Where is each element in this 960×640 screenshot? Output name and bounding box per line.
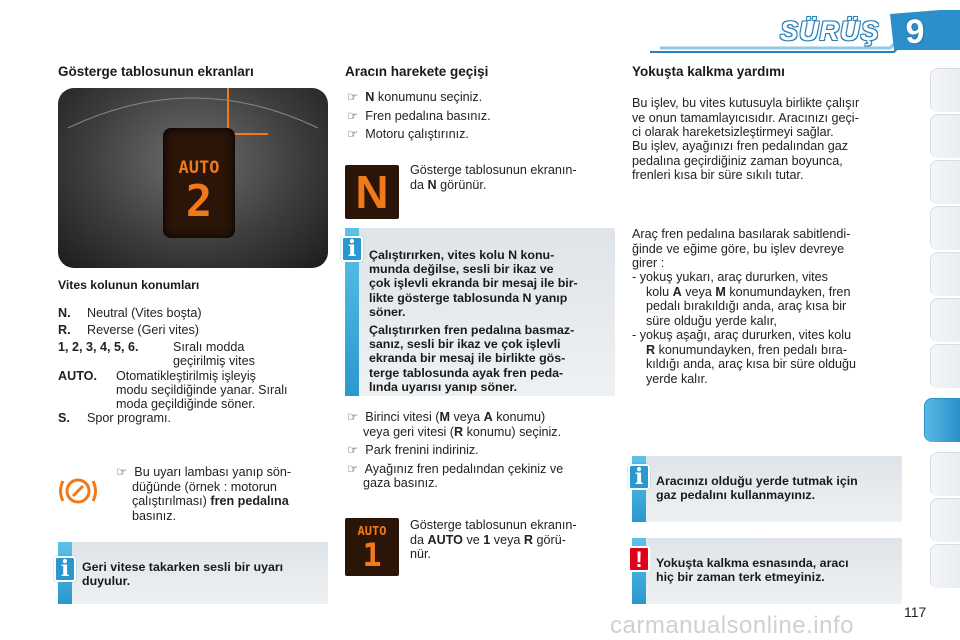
gauge-display xyxy=(163,128,235,238)
info-box-accelerator: i Aracınızı olduğu yerde tutmak için gaz pedalını kullanmayınız. xyxy=(632,456,902,522)
gear-positions-subtitle: Vites kolunun konumları xyxy=(58,278,200,292)
watermark: carmanualsonline.info xyxy=(610,612,854,639)
side-tab[interactable] xyxy=(930,68,960,112)
start-steps-list: ☞ N konumunu seçiniz. ☞ Fren pedalına basınız. ☞ Motoru çalıştırınız. xyxy=(347,90,491,141)
side-tab[interactable] xyxy=(930,452,960,496)
info-icon: i xyxy=(628,464,650,490)
bullet-icon: ☞ xyxy=(347,90,359,104)
display-n-image: N xyxy=(345,165,399,219)
bullet-icon: ☞ xyxy=(347,410,359,424)
bullet-icon: ☞ xyxy=(347,108,359,123)
info-box-starting-warnings: i Çalıştırırken, vites kolu N konu- munda değilse, sesli bir ikaz ve çok işlevli ekranda bir mesaj ile bir- likte gösterge tablosunda N yanıp söner. Çalıştırırken fren pedalına basmaz- sanız, sesli bir ikaz ve çok işlevli ekranda bir mesaj ile birlikte gös- terge tablosunda ayak fren peda- lında uyarısı yanıp söner. xyxy=(345,228,615,396)
n-display-caption: Gösterge tablosunun ekranın- da N görünür. xyxy=(410,163,577,192)
bullet-icon: ☞ xyxy=(347,461,359,476)
bullet-icon: ☞ xyxy=(347,443,359,457)
section-title-dashboard-displays: Gösterge tablosunun ekranları xyxy=(58,64,254,79)
hill-assist-bullet-uphill: - yokuş yukarı, araç dururken, vites kolu A veya M konumundayken, fren pedalı bırakıldığı anda, araç kısa bir süre olduğu yerde kalır, xyxy=(632,270,851,328)
side-tab[interactable] xyxy=(930,160,960,204)
side-tab[interactable] xyxy=(930,298,960,342)
bullet-icon: ☞ xyxy=(347,127,359,141)
info-icon: i xyxy=(54,556,76,582)
chapter-title: SÜRÜŞ xyxy=(780,16,880,46)
side-tab-active[interactable] xyxy=(924,398,960,442)
chapter-number: 9 xyxy=(905,13,925,51)
side-tab[interactable] xyxy=(930,206,960,250)
side-tab[interactable] xyxy=(930,498,960,542)
section-title-starting-off: Aracın harekete geçişi xyxy=(345,64,489,79)
side-tab[interactable] xyxy=(930,344,960,388)
list-item: 1, 2, 3, 4, 5, 6. Sıralı modda geçirilmiş vites xyxy=(58,340,255,368)
gauge-mode-text: AUTO xyxy=(178,158,220,178)
auto-display-caption: Gösterge tablosunun ekranın- da AUTO ve 1 veya R görü- nür. xyxy=(410,518,577,561)
hill-assist-bullet-downhill: - yokuş aşağı, araç dururken, vites kolu R konumundayken, fren pedalı bıra- kıldığı anda, araç kısa bir süre olduğu yerde kalır. xyxy=(632,328,857,386)
section-title-hill-start-assist: Yokuşta kalkma yardımı xyxy=(632,64,785,79)
lamp-note: ☞ Bu uyarı lambası yanıp sön- düğünde (örnek : motorun çalıştırılması) fren pedalına basınız. xyxy=(116,465,292,523)
hill-assist-p2: Bu işlev, ayağınızı fren pedalından gaz pedalına geçirdiğiniz zaman boyunca, frenleri kısa bir süre sıkılı tutar. xyxy=(632,139,849,182)
side-tab[interactable] xyxy=(930,114,960,158)
hill-assist-p3: Araç fren pedalına basılarak sabitlendi- ğinde ve eğime göre, bu işlev devreye girer : xyxy=(632,227,851,270)
warning-icon: ! xyxy=(628,546,650,572)
bullet-icon: ☞ xyxy=(116,465,128,479)
warning-box-hill-start: ! Yokuşta kalkma esnasında, aracı hiç bir zaman terk etmeyiniz. xyxy=(632,538,902,604)
info-icon: i xyxy=(341,236,363,262)
chapter-side-tabs xyxy=(926,68,960,608)
display-auto-1-image: AUTO 1 xyxy=(345,518,399,576)
page-number: 117 xyxy=(904,604,927,620)
brake-pedal-warning-lamp-icon xyxy=(57,473,99,509)
info-box-reverse-gear: i Geri vitese takarken sesli bir uyarı duyulur. xyxy=(58,542,328,604)
instrument-cluster-image xyxy=(58,88,328,268)
side-tab[interactable] xyxy=(930,252,960,296)
hill-assist-p1: Bu işlev, bu vites kutusuyla birlikte çalışır ve onun tamamlayıcısıdır. Aracınızı geçi- ci olarak hareketsizleştirmeyi sağlar. xyxy=(632,96,860,139)
gauge-gear-text: 2 xyxy=(185,176,213,227)
list-item: AUTO. Otomatikleştirilmiş işleyiş modu seçildiğinde yanar. Sıralı moda geçildiğinde söner. xyxy=(58,369,288,411)
side-tab[interactable] xyxy=(930,544,960,588)
drive-steps-list: ☞ Birinci vitesi (M veya A konumu) veya geri vitesi (R konumu) seçiniz. ☞ Park frenini indiriniz. ☞ Ayağınız fren pedalından çekiniz ve gaza basınız. xyxy=(347,410,564,490)
